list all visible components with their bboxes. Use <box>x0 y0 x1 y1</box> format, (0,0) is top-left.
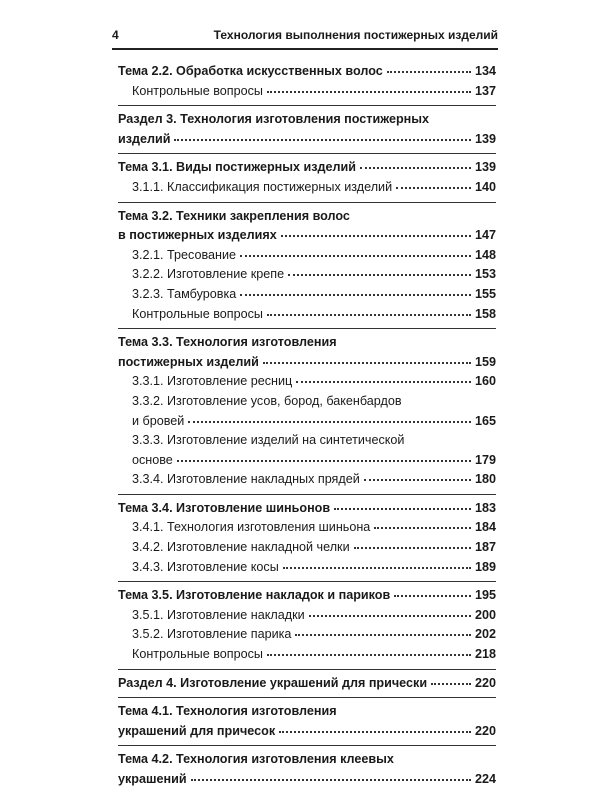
toc-entry[interactable] <box>118 178 496 198</box>
toc-entry-label: основе <box>132 452 173 467</box>
toc-entry-page: 160 <box>474 374 496 389</box>
toc-group <box>118 58 496 106</box>
toc-entry-page: 220 <box>474 675 496 690</box>
dot-leader <box>288 274 471 276</box>
toc-entry[interactable] <box>118 538 496 558</box>
dot-leader <box>396 187 471 189</box>
dot-leader <box>267 314 471 316</box>
toc-entry[interactable] <box>118 586 496 606</box>
toc-entry-title-line: Тема 3.2. Техники закрепления волос <box>118 208 350 223</box>
toc-group <box>118 495 496 582</box>
toc-entry-page: 159 <box>474 354 496 369</box>
toc-entry-title-line: Раздел 3. Технология изготовления постижерных <box>118 112 430 127</box>
dot-leader <box>283 567 471 569</box>
dot-leader <box>279 731 471 733</box>
toc-entry-label: 3.3.4. Изготовление накладных прядей <box>132 472 360 487</box>
toc-entry-title-line: 3.3.2. Изготовление усов, бород, бакенбардов <box>132 393 402 408</box>
toc-entry-label: изделий <box>118 131 171 146</box>
dot-leader <box>267 91 471 93</box>
toc-group <box>118 154 496 202</box>
toc-entry-page: 139 <box>474 131 496 146</box>
toc-entry-page: 195 <box>474 588 496 603</box>
toc-entry[interactable] <box>118 265 496 285</box>
toc-entry[interactable] <box>118 372 496 392</box>
toc-entry-label: 3.5.2. Изготовление парика <box>132 627 292 642</box>
toc-entry-label: украшений <box>118 772 187 786</box>
toc-entry[interactable] <box>118 285 496 305</box>
dot-leader <box>240 294 471 296</box>
dot-leader <box>174 139 471 141</box>
toc-entry[interactable] <box>118 246 496 266</box>
toc-entry-title-line: Тема 3.3. Технология изготовления <box>118 335 337 350</box>
toc-group <box>118 106 496 154</box>
toc-entry-label: постижерных изделий <box>118 354 259 369</box>
toc-entry-page: 179 <box>474 452 496 467</box>
dot-leader <box>374 527 471 529</box>
running-title: Технология выполнения постижерных изделий <box>213 28 498 42</box>
dot-leader <box>263 362 471 364</box>
dot-leader <box>360 167 471 169</box>
page-number: 4 <box>112 28 119 42</box>
toc-entry-label: Контрольные вопросы <box>132 306 263 321</box>
toc-entry-page: 139 <box>474 160 496 175</box>
toc-entry-label: Тема 3.4. Изготовление шиньонов <box>118 500 331 515</box>
toc-group <box>118 329 496 495</box>
dot-leader <box>387 71 471 73</box>
toc-entry-page: 187 <box>474 540 496 555</box>
toc-entry[interactable] <box>118 625 496 645</box>
toc-entry[interactable] <box>118 82 496 102</box>
toc-entry-page: 137 <box>474 83 496 98</box>
toc-entry-page: 134 <box>474 64 496 78</box>
dot-leader <box>240 255 471 257</box>
toc-entry[interactable] <box>118 499 496 519</box>
toc-entry-label: Тема 3.1. Виды постижерных изделий <box>118 160 357 175</box>
toc-entry-page: 189 <box>474 559 496 574</box>
toc-entry-page: 218 <box>474 647 496 662</box>
toc-entry-page: 202 <box>474 627 496 642</box>
toc-entry-page: 148 <box>474 247 496 262</box>
toc-entry[interactable] <box>118 518 496 538</box>
dot-leader <box>281 235 471 237</box>
toc-group <box>118 670 496 699</box>
toc-entry-label: Контрольные вопросы <box>132 83 263 98</box>
toc-entry[interactable] <box>118 722 496 742</box>
toc-entry-label: 3.2.2. Изготовление крепе <box>132 267 285 282</box>
dot-leader <box>394 595 471 597</box>
dot-leader <box>295 634 471 636</box>
toc-entry-title-line: 3.3.3. Изготовление изделий на синтетической <box>132 433 405 448</box>
toc-entry-page: 165 <box>474 413 496 428</box>
dot-leader <box>334 508 471 510</box>
toc-entry-label: 3.2.1. Тресование <box>132 247 236 262</box>
toc-group <box>118 203 496 330</box>
header-rule <box>112 48 498 50</box>
table-of-contents <box>118 58 496 794</box>
dot-leader <box>354 547 471 549</box>
toc-entry-label: в постижерных изделиях <box>118 228 277 243</box>
dot-leader <box>267 654 471 656</box>
dot-leader <box>177 460 471 462</box>
toc-entry[interactable] <box>118 645 496 665</box>
toc-group <box>118 698 496 746</box>
toc-entry[interactable] <box>118 226 496 246</box>
toc-entry-label: 3.3.1. Изготовление ресниц <box>132 374 293 389</box>
toc-entry-page: 183 <box>474 500 496 515</box>
toc-entry[interactable] <box>118 412 496 432</box>
toc-entry-page: 200 <box>474 607 496 622</box>
toc-entry-page: 224 <box>474 772 496 786</box>
dot-leader <box>364 479 471 481</box>
toc-entry[interactable] <box>118 470 496 490</box>
toc-entry-page: 140 <box>474 179 496 194</box>
toc-entry[interactable] <box>118 606 496 626</box>
dot-leader <box>296 381 471 383</box>
toc-entry-label: 3.5.1. Изготовление накладки <box>132 607 305 622</box>
running-head <box>112 28 498 46</box>
toc-entry-label: украшений для причесок <box>118 723 276 738</box>
toc-entry-label: 3.4.3. Изготовление косы <box>132 559 279 574</box>
toc-entry[interactable] <box>118 62 496 82</box>
toc-entry-label: 3.4.2. Изготовление накладной челки <box>132 540 350 555</box>
toc-entry-page: 158 <box>474 306 496 321</box>
toc-entry-page: 155 <box>474 286 496 301</box>
toc-entry-label: Раздел 4. Изготовление украшений для прически <box>118 675 428 690</box>
toc-entry[interactable] <box>118 770 496 790</box>
toc-entry-title-line: Тема 4.2. Технология изготовления клеевых <box>118 752 394 767</box>
toc-entry-label: 3.2.3. Тамбуровка <box>132 286 237 301</box>
toc-entry[interactable] <box>118 451 496 471</box>
toc-entry-page: 220 <box>474 723 496 738</box>
toc-entry-page: 180 <box>474 472 496 487</box>
toc-entry[interactable] <box>118 558 496 578</box>
toc-entry-label: Тема 3.5. Изготовление накладок и париков <box>118 588 391 603</box>
toc-entry-label: 3.4.1. Технология изготовления шиньона <box>132 520 371 535</box>
dot-leader <box>191 779 471 781</box>
toc-entry-title-line: Тема 4.1. Технология изготовления <box>118 704 337 719</box>
toc-entry-label: Тема 2.2. Обработка искусственных волос <box>118 64 383 78</box>
toc-entry[interactable] <box>118 130 496 150</box>
toc-entry[interactable] <box>118 305 496 325</box>
toc-entry[interactable] <box>118 353 496 373</box>
dot-leader <box>431 683 471 685</box>
toc-group <box>118 582 496 669</box>
toc-group <box>118 746 496 793</box>
toc-entry-label: 3.1.1. Классификация постижерных изделий <box>132 179 393 194</box>
toc-entry[interactable] <box>118 674 496 694</box>
toc-entry-page: 153 <box>474 267 496 282</box>
toc-entry-page: 184 <box>474 520 496 535</box>
toc-entry[interactable] <box>118 158 496 178</box>
dot-leader <box>188 421 471 423</box>
toc-entry-label: Контрольные вопросы <box>132 647 263 662</box>
toc-entry-page: 147 <box>474 228 496 243</box>
dot-leader <box>309 615 471 617</box>
toc-entry-label: и бровей <box>132 413 185 428</box>
